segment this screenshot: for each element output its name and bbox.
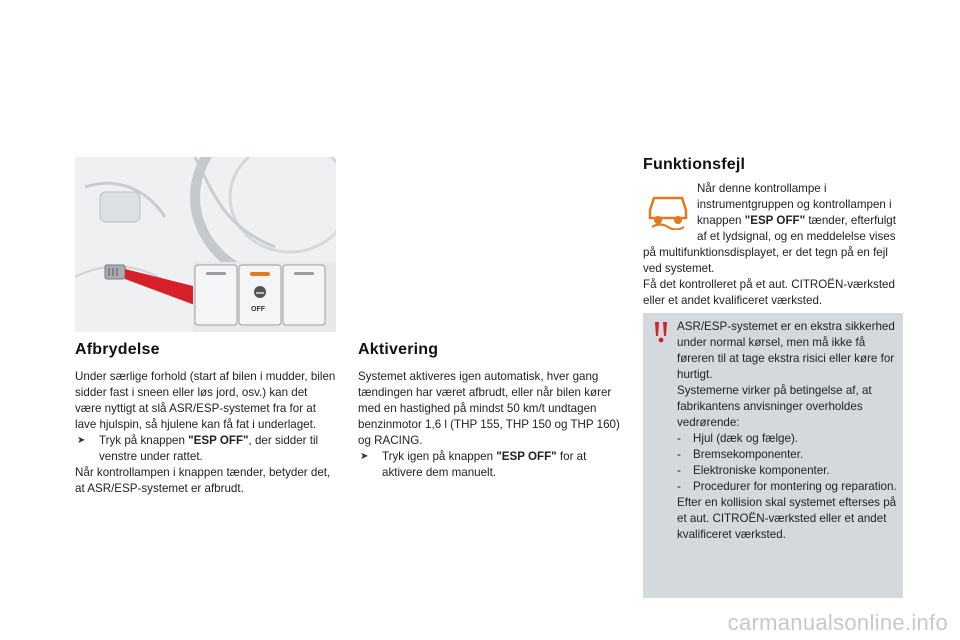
section-funktionsfejl <box>643 156 905 174</box>
note-list-item: - Hjul (dæk og fælge). <box>677 432 799 445</box>
esp-off-button-illustration <box>75 157 336 332</box>
section-afbrydelse <box>75 341 337 497</box>
esp-off-key-label: "ESP OFF" <box>496 450 557 463</box>
esp-off-key-label: "ESP OFF" <box>188 434 249 447</box>
bullet-arrow-icon: ➤ <box>360 451 369 462</box>
funktionsfejl-body <box>643 245 905 309</box>
aktivering-bullet-pre: Tryk igen på knappen <box>382 450 497 463</box>
afbrydelse-bullet-post: , der sidder til venstre under rattet. <box>99 434 319 463</box>
note-list-item: - Bremsekomponenter. <box>677 448 804 461</box>
aktivering-paragraph-1: Systemet aktiveres igen automatisk, hver gang tændingen har været afbrudt, eller når bilen kører med en hastighed på mindst 50 km/t undtagen benzinmotor 1,6 l (THP 155, THP 150 og THP 160) og RACING. <box>358 370 620 447</box>
afbrydelse-paragraph-2: Når kontrollampen i knappen tænder, betyder det, at ASR/ESP-systemet er afbrudt. <box>75 466 331 495</box>
note-list-item-text: Elektroniske komponenter. <box>693 464 830 477</box>
section-aktivering <box>358 341 620 481</box>
note-line-2: Systemerne virker på betingelse af, at fabrikantens anvisninger overholdes vedrørende: <box>677 384 872 429</box>
note-line-3: Efter en kollision skal systemet efterses på et aut. CITROËN-værksted eller et andet kvalificeret værksted. <box>677 496 897 541</box>
afbrydelse-heading: Afbrydelse <box>75 341 160 358</box>
note-list-item-text: Procedurer for montering og reparation. <box>693 480 897 493</box>
aktivering-heading: Aktivering <box>358 341 439 358</box>
afbrydelse-paragraph-1: Under særlige forhold (start af bilen i mudder, bilen sidder fast i sneen eller løs jord, osv.) kan det være nyttigt at slå ASR/ESP-systemet fra for at lave hjulspin, så hjulene kan få fat i underlaget. <box>75 370 336 431</box>
funktionsfejl-continuation: på multifunktionsdisplayet, er det tegn på en fejl ved systemet. <box>643 246 888 275</box>
aktivering-bullet-post: for at aktivere dem manuelt. <box>382 450 587 479</box>
funktionsfejl-heading: Funktionsfejl <box>643 156 746 173</box>
exclamation-warning-icon <box>651 321 671 343</box>
esp-warning-lamp-icon <box>646 194 690 230</box>
safety-note-box <box>643 313 903 598</box>
note-text <box>677 319 899 543</box>
esp-off-key-label: "ESP OFF" <box>744 214 806 227</box>
note-line-1: ASR/ESP-systemet er en ekstra sikkerhed under normal kørsel, men må ikke få føreren til at tage ekstra risici eller køre for hurtigt. <box>677 320 895 381</box>
bullet-arrow-icon: ➤ <box>77 435 86 446</box>
note-list-item: - Procedurer for montering og reparation. <box>677 480 897 493</box>
funktionsfejl-intro-pre: Når denne kontrollampe i instrumentgruppen og kontrollampen i knappen <box>697 182 892 227</box>
funktionsfejl-intro <box>697 181 905 245</box>
funktionsfejl-intro-post: tænder, efterfulgt af et lydsignal, og en meddelelse vises <box>697 214 896 243</box>
note-list-item: - Elektroniske komponenter. <box>677 464 830 477</box>
funktionsfejl-paragraph-2: Få det kontrolleret på et aut. CITROËN-værksted eller et andet kvalificeret værksted. <box>643 278 895 307</box>
note-list-item-text: Hjul (dæk og fælge). <box>693 432 799 445</box>
watermark: carmanualsonline.info <box>727 610 948 635</box>
off-label: OFF <box>251 306 265 313</box>
aktivering-bullet <box>358 449 620 481</box>
afbrydelse-bullet <box>75 433 337 465</box>
afbrydelse-bullet-pre: Tryk på knappen <box>99 434 189 447</box>
note-list-item-text: Bremsekomponenter. <box>693 448 804 461</box>
